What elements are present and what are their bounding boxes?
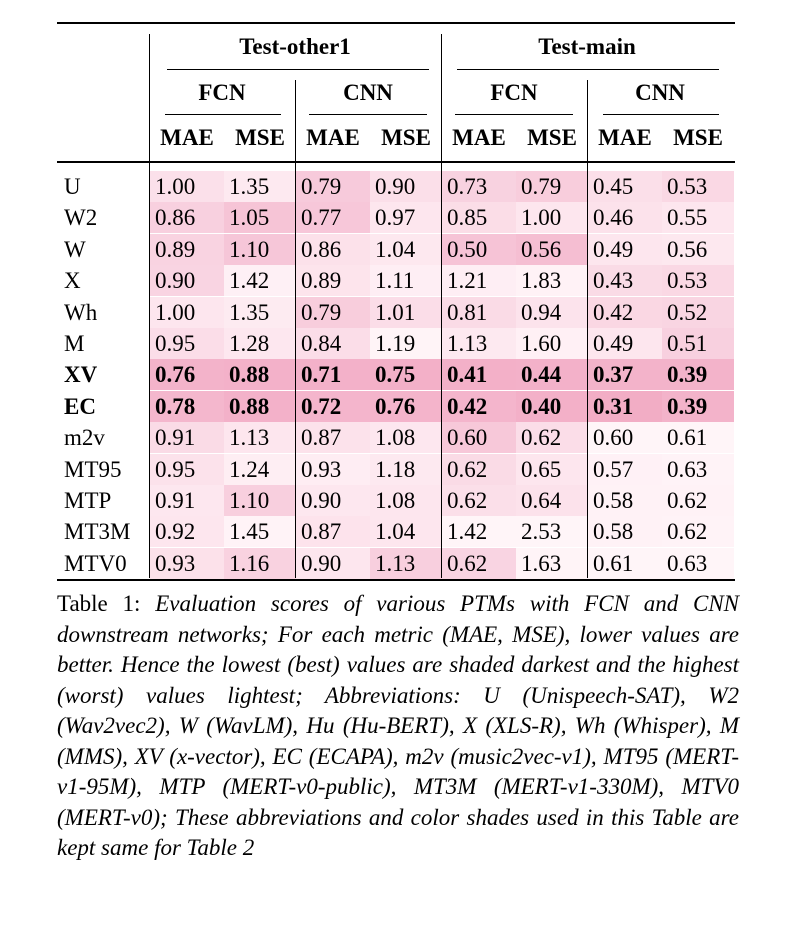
table-cell: 0.55 xyxy=(662,202,734,233)
table-cell: 0.43 xyxy=(588,265,662,296)
subgroup-header-cnn-other1: CNN xyxy=(343,80,393,105)
metric-header-mae: MAE xyxy=(160,125,214,150)
table-cell: 1.13 xyxy=(370,548,442,579)
table-cell: 0.53 xyxy=(662,265,734,296)
header-rule xyxy=(57,161,735,163)
metric-header-mse: MSE xyxy=(527,125,577,150)
table-cell: 0.60 xyxy=(442,422,516,453)
table-cell: 0.79 xyxy=(516,171,588,202)
table-cell: 0.86 xyxy=(150,202,224,233)
table-cell: 1.42 xyxy=(442,516,516,547)
table-cell: 1.60 xyxy=(516,328,588,359)
subgroup-header-cnn-main: CNN xyxy=(635,80,685,105)
table-cell: 0.73 xyxy=(442,171,516,202)
table-cell: 1.35 xyxy=(224,171,296,202)
top-rule xyxy=(57,22,735,24)
table-cell: 1.10 xyxy=(224,485,296,516)
subgroup-header-fcn-other1: FCN xyxy=(198,80,246,105)
table-cell: 1.08 xyxy=(370,485,442,516)
table-cell: 1.04 xyxy=(370,234,442,265)
column-separator xyxy=(149,34,150,578)
table-cell: 0.76 xyxy=(370,391,442,422)
subgroup-underline xyxy=(309,114,427,115)
table-cell: 1.00 xyxy=(150,171,224,202)
table-cell: 0.37 xyxy=(588,359,662,390)
group-underline-test-other1 xyxy=(167,69,429,70)
column-separator xyxy=(587,80,588,578)
table-cell: 0.56 xyxy=(662,234,734,265)
table-cell: 0.95 xyxy=(150,454,224,485)
table-cell: 0.87 xyxy=(296,516,370,547)
metric-header-mse: MSE xyxy=(235,125,285,150)
table-cell: 0.77 xyxy=(296,202,370,233)
table-cell: 0.51 xyxy=(662,328,734,359)
table-cell: 0.40 xyxy=(516,391,588,422)
table-cell: 0.89 xyxy=(296,265,370,296)
row-label: M xyxy=(64,331,85,356)
group-header-test-other1: Test-other1 xyxy=(239,34,351,59)
column-separator xyxy=(295,80,296,578)
table-cell: 1.11 xyxy=(370,265,442,296)
table-cell: 0.90 xyxy=(296,485,370,516)
table-cell: 0.93 xyxy=(296,454,370,485)
table-cell: 1.04 xyxy=(370,516,442,547)
table-cell: 0.93 xyxy=(150,548,224,579)
column-separator xyxy=(441,34,442,578)
table-cell: 0.49 xyxy=(588,328,662,359)
table-cell: 0.84 xyxy=(296,328,370,359)
table-cell: 0.60 xyxy=(588,422,662,453)
metric-header-mae: MAE xyxy=(598,125,652,150)
row-label: XV xyxy=(64,362,98,388)
table-cell: 0.90 xyxy=(370,171,442,202)
table-cell: 0.42 xyxy=(442,391,516,422)
table-cell: 0.91 xyxy=(150,422,224,453)
table-cell: 0.62 xyxy=(662,485,734,516)
table-cell: 0.71 xyxy=(296,359,370,390)
table-cell: 0.42 xyxy=(588,297,662,328)
table-cell: 0.58 xyxy=(588,485,662,516)
group-underline-test-main xyxy=(457,69,719,70)
table-cell: 0.58 xyxy=(588,516,662,547)
table-cell: 0.85 xyxy=(442,202,516,233)
table-cell: 0.78 xyxy=(150,391,224,422)
group-header-test-main: Test-main xyxy=(538,34,636,59)
row-label: W xyxy=(64,236,86,262)
table-cell: 0.39 xyxy=(662,359,734,390)
metric-header-mae: MAE xyxy=(452,125,506,150)
table-cell: 0.61 xyxy=(588,548,662,579)
table-cell: 0.72 xyxy=(296,391,370,422)
metric-header-mae: MAE xyxy=(306,125,360,150)
table-cell: 2.53 xyxy=(516,516,588,547)
table-cell: 0.94 xyxy=(516,297,588,328)
table-cell: 1.19 xyxy=(370,328,442,359)
table-cell: 1.08 xyxy=(370,422,442,453)
table-cell: 1.01 xyxy=(370,297,442,328)
table-caption xyxy=(57,589,739,864)
table-cell: 0.79 xyxy=(296,171,370,202)
table-cell: 0.63 xyxy=(662,548,734,579)
table-cell: 1.00 xyxy=(516,202,588,233)
table-cell: 1.16 xyxy=(224,548,296,579)
table-cell: 0.65 xyxy=(516,454,588,485)
table-cell: 0.50 xyxy=(442,234,516,265)
row-label: MT3M xyxy=(64,519,131,545)
table-cell: 1.05 xyxy=(224,202,296,233)
table-cell: 0.88 xyxy=(224,391,296,422)
table-cell: 0.44 xyxy=(516,359,588,390)
table-cell: 0.61 xyxy=(662,422,734,453)
table-cell: 1.45 xyxy=(224,516,296,547)
table-cell: 1.18 xyxy=(370,454,442,485)
table-cell: 1.13 xyxy=(224,422,296,453)
table-cell: 0.95 xyxy=(150,328,224,359)
table-cell: 0.53 xyxy=(662,171,734,202)
metric-header-mse: MSE xyxy=(381,125,431,150)
table-cell: 0.75 xyxy=(370,359,442,390)
table-cell: 0.31 xyxy=(588,391,662,422)
table-cell: 0.56 xyxy=(516,234,588,265)
subgroup-underline xyxy=(455,114,573,115)
table-cell: 1.28 xyxy=(224,328,296,359)
table-cell: 1.35 xyxy=(224,297,296,328)
row-label: MTP xyxy=(64,488,112,513)
table-cell: 1.24 xyxy=(224,454,296,485)
table-cell: 0.91 xyxy=(150,485,224,516)
table-cell: 1.83 xyxy=(516,265,588,296)
table-cell: 0.45 xyxy=(588,171,662,202)
row-label: EC xyxy=(64,393,96,419)
table-cell: 0.46 xyxy=(588,202,662,233)
row-label: MTV0 xyxy=(64,550,127,576)
table-cell: 0.63 xyxy=(662,454,734,485)
table-cell: 0.76 xyxy=(150,359,224,390)
row-label: U xyxy=(64,174,81,199)
row-label: Wh xyxy=(64,299,98,325)
table-cell: 1.42 xyxy=(224,265,296,296)
table-cell: 0.89 xyxy=(150,234,224,265)
table-cell: 0.88 xyxy=(224,359,296,390)
table-cell: 0.49 xyxy=(588,234,662,265)
caption-text: Evaluation scores of various PTMs with FCN and CNN downstream networks; For each metric (MAE, MSE), lower values are better. Hence the lowest (best) values are shaded darkest and the highest (worst) values lightest; Abbreviations: U (Unispeech-SAT), W2 (Wav2vec2), W (WavLM), Hu (Hu-BERT), X (XLS-R), Wh (Whisper), M (MMS), XV (x-vector), EC (ECAPA), m2v (music2vec-v1), MT95 (MERT-v1-95M), MTP (MERT-v0-public), MT3M (MERT-v1-330M), MTV0 (MERT-v0); These abbreviations and color shades used in this Table are kept same for Table 2 xyxy=(57,591,739,860)
table-cell: 0.79 xyxy=(296,297,370,328)
table-cell: 1.10 xyxy=(224,234,296,265)
table-cell: 0.62 xyxy=(442,485,516,516)
row-label: W2 xyxy=(64,205,98,231)
table-cell: 0.39 xyxy=(662,391,734,422)
table-cell: 0.62 xyxy=(442,548,516,579)
metric-header-mse: MSE xyxy=(673,125,723,150)
table-cell: 0.62 xyxy=(662,516,734,547)
table-cell: 0.64 xyxy=(516,485,588,516)
table-cell: 1.00 xyxy=(150,297,224,328)
table-cell: 0.97 xyxy=(370,202,442,233)
table-cell: 1.13 xyxy=(442,328,516,359)
table-cell: 0.62 xyxy=(442,454,516,485)
subgroup-underline xyxy=(165,114,281,115)
caption-label: Table 1: xyxy=(57,591,156,616)
table-cell: 0.86 xyxy=(296,234,370,265)
bottom-rule xyxy=(57,579,735,581)
table-cell: 0.90 xyxy=(150,265,224,296)
row-label: X xyxy=(64,268,81,294)
row-label: m2v xyxy=(64,425,105,451)
table-cell: 0.57 xyxy=(588,454,662,485)
subgroup-underline xyxy=(603,114,719,115)
table-cell: 0.62 xyxy=(516,422,588,453)
table-cell: 1.21 xyxy=(442,265,516,296)
subgroup-header-fcn-main: FCN xyxy=(490,80,538,105)
table-cell: 0.92 xyxy=(150,516,224,547)
table-cell: 0.41 xyxy=(442,359,516,390)
table-cell: 0.87 xyxy=(296,422,370,453)
table-cell: 0.81 xyxy=(442,297,516,328)
table-cell: 0.52 xyxy=(662,297,734,328)
table-cell: 0.90 xyxy=(296,548,370,579)
table-cell: 1.63 xyxy=(516,548,588,579)
row-label: MT95 xyxy=(64,456,122,482)
